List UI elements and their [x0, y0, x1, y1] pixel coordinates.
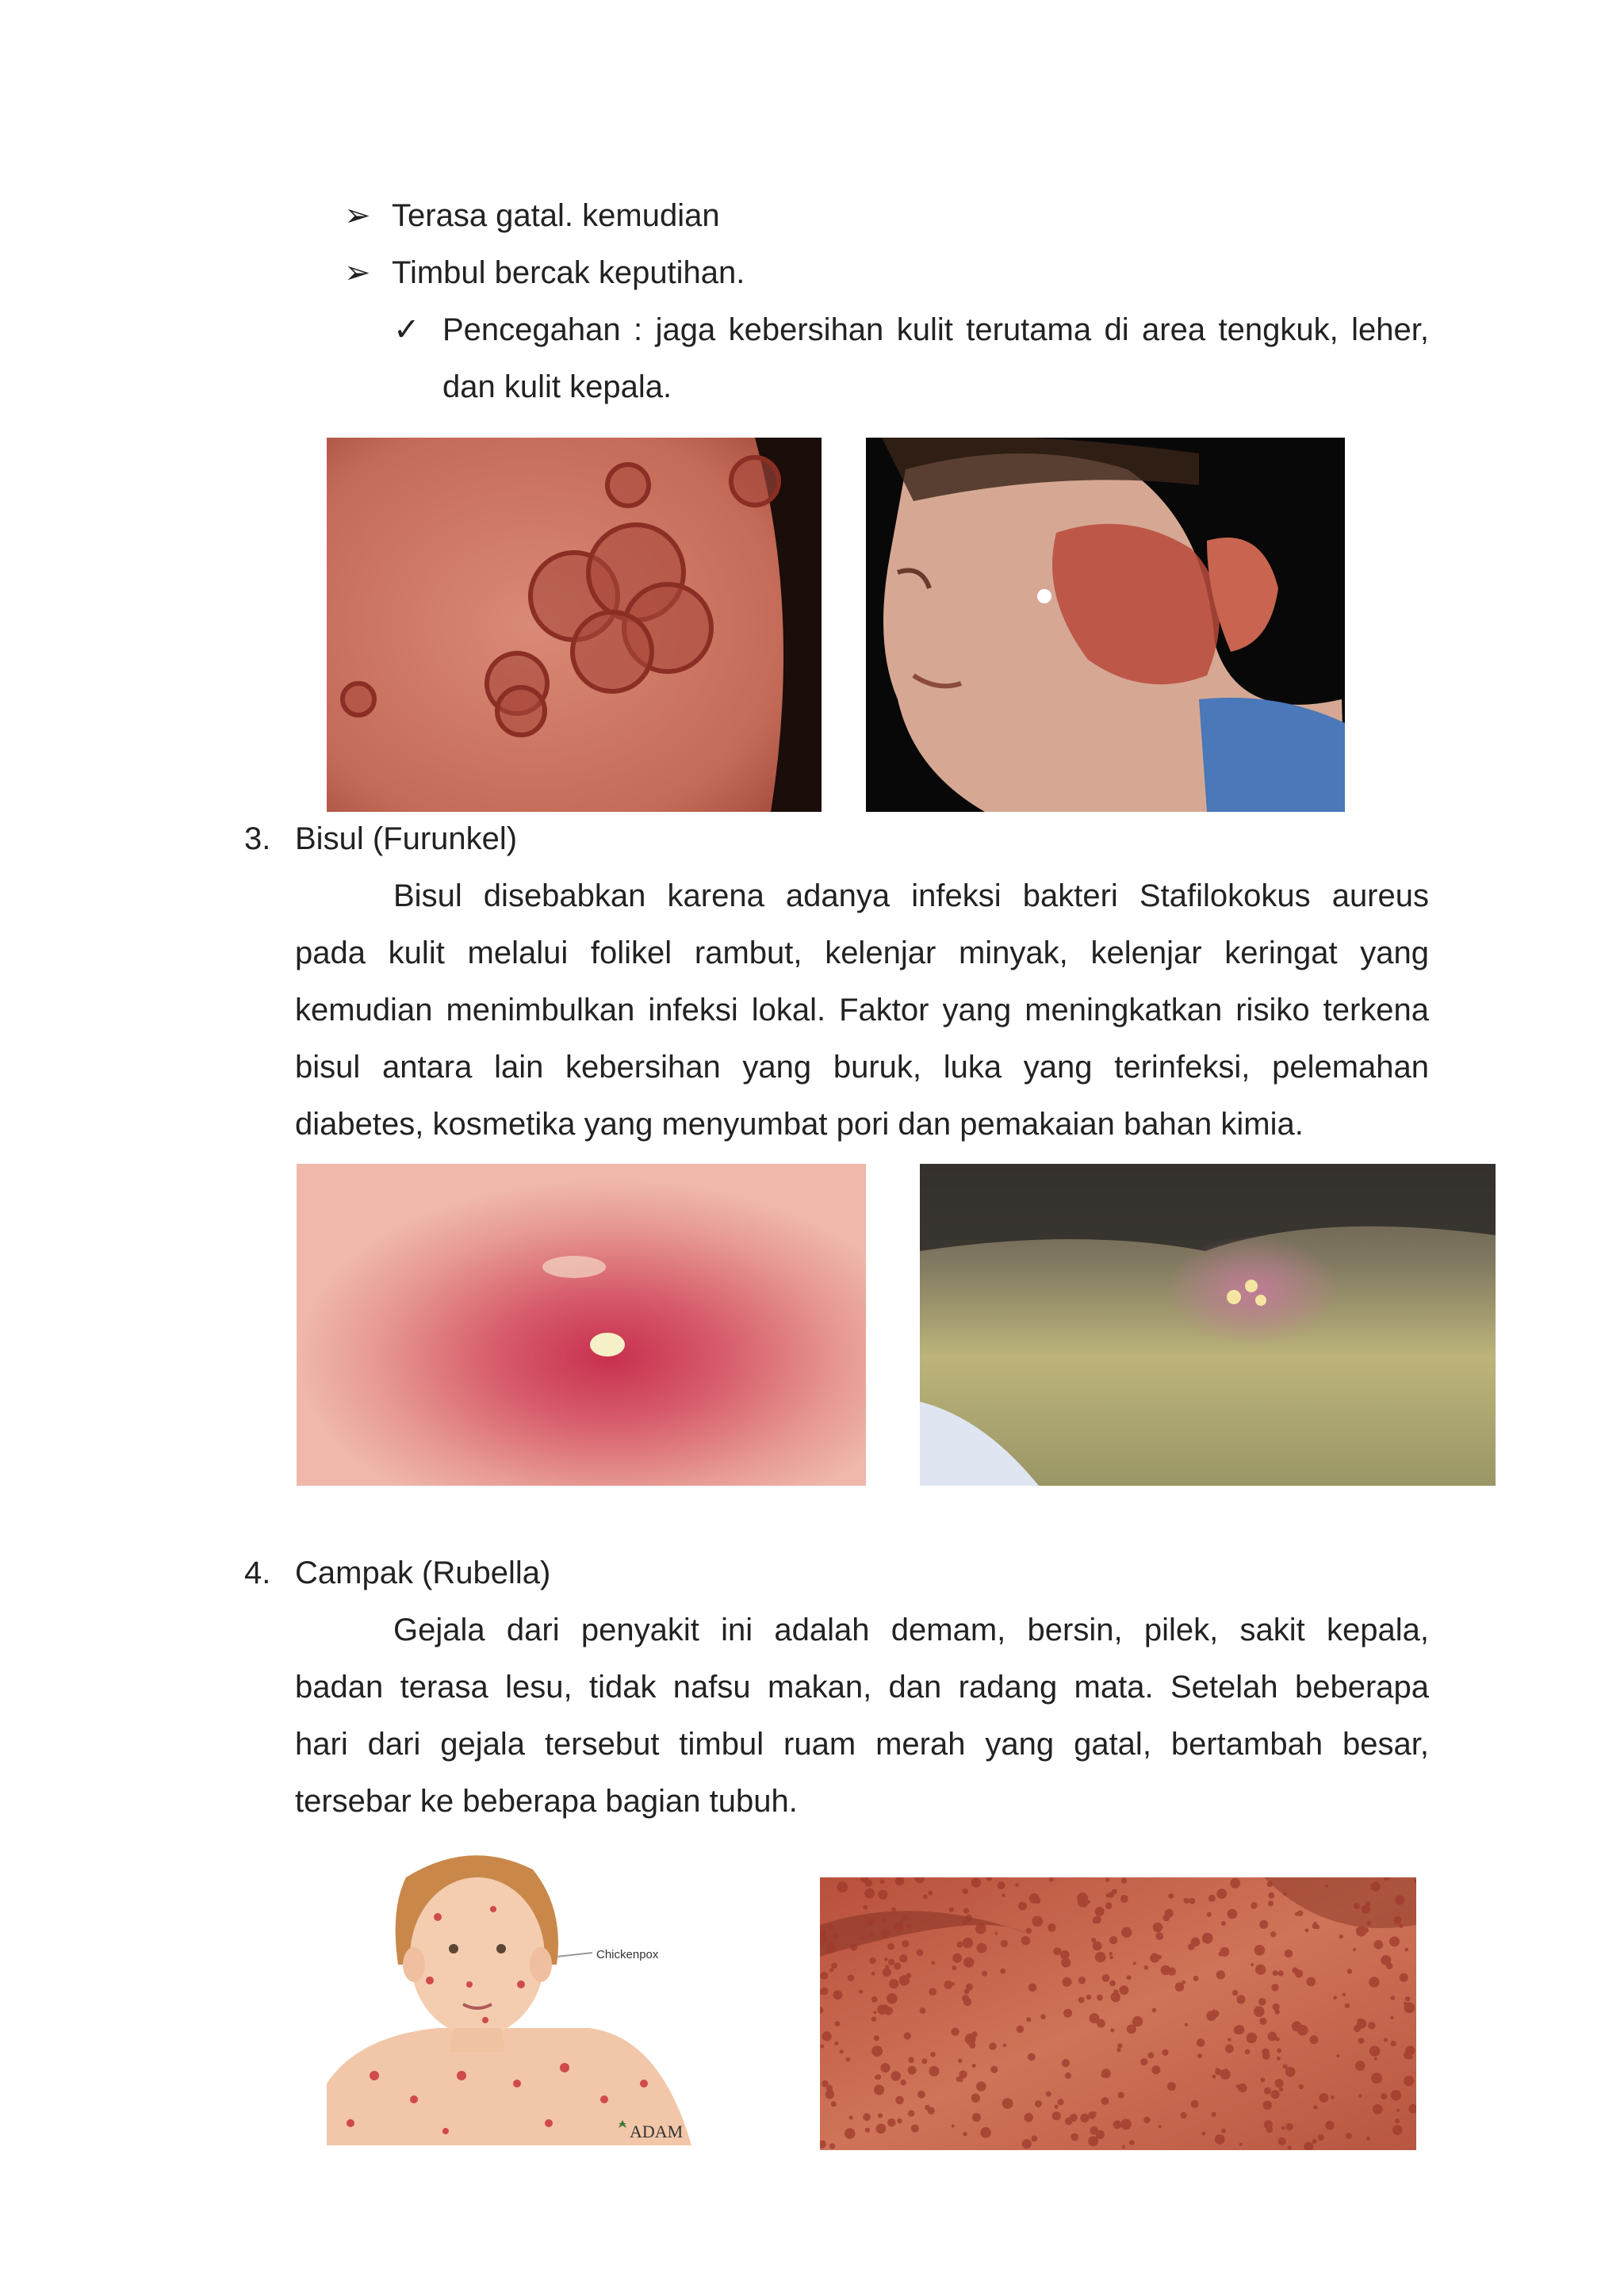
section-title-campak: Campak (Rubella): [295, 1556, 551, 1590]
photo-ringworm-arm: [327, 438, 822, 812]
paragraph-line: Bisul disebabkan karena adanya infeksi bakteri Stafilokokus aureus: [393, 878, 1429, 913]
section3-paragraph: [295, 867, 1429, 1153]
illustration-label: Chickenpox: [596, 1948, 659, 1961]
section4-paragraph: [295, 1601, 1429, 1830]
photo-ringworm-face: [866, 438, 1345, 812]
paragraph-line: Gejala dari penyakit ini adalah demam, bersin, pilek, sakit kepala,: [393, 1613, 1429, 1647]
paragraph-line: bisul antara lain kebersihan yang buruk, luka yang terinfeksi, pelemahan: [295, 1050, 1429, 1085]
bullet-item-white-patches: [344, 244, 745, 301]
section-number-3: 3.: [244, 821, 271, 856]
illustration-child-rash: [327, 1846, 704, 2145]
paragraph-line: diabetes, kosmetika yang menyumbat pori dan pemakaian bahan kimia.: [295, 1107, 1304, 1142]
paragraph-line: pada kulit melalui folikel rambut, kelenjar minyak, kelenjar keringat yang: [295, 936, 1429, 970]
section-title-bisul: Bisul (Furunkel): [295, 821, 518, 856]
bullet-text: Timbul bercak keputihan.: [392, 255, 745, 290]
paragraph-line: badan terasa lesu, tidak nafsu makan, dan radang mata. Setelah beberapa: [295, 1670, 1429, 1705]
bullet-text: Terasa gatal. kemudian: [392, 198, 720, 233]
arrow-bullet-icon: ➢: [344, 254, 371, 291]
photo-boil-skin: [297, 1164, 866, 1486]
bullet-item-itching: [344, 187, 720, 244]
section-number-4: 4.: [244, 1556, 271, 1590]
prevention-paragraph: [442, 301, 1429, 415]
paragraph-line: kemudian menimbulkan infeksi lokal. Faktor yang meningkatkan risiko terkena: [295, 993, 1429, 1027]
checkmark-icon: ✓: [393, 312, 420, 348]
photo-measles-rash: [820, 1877, 1416, 2150]
arrow-bullet-icon: ➢: [344, 197, 371, 234]
prevention-line: dan kulit kepala.: [442, 369, 672, 404]
paragraph-line: hari dari gejala tersebut timbul ruam merah yang gatal, bertambah besar,: [295, 1727, 1429, 1762]
adam-logo: ADAM: [630, 2122, 684, 2141]
photo-boil-neck: [920, 1164, 1496, 1486]
paragraph-line: tersebar ke beberapa bagian tubuh.: [295, 1784, 798, 1819]
prevention-line: Pencegahan : jaga kebersihan kulit terutama di area tengkuk, leher,: [442, 312, 1429, 347]
